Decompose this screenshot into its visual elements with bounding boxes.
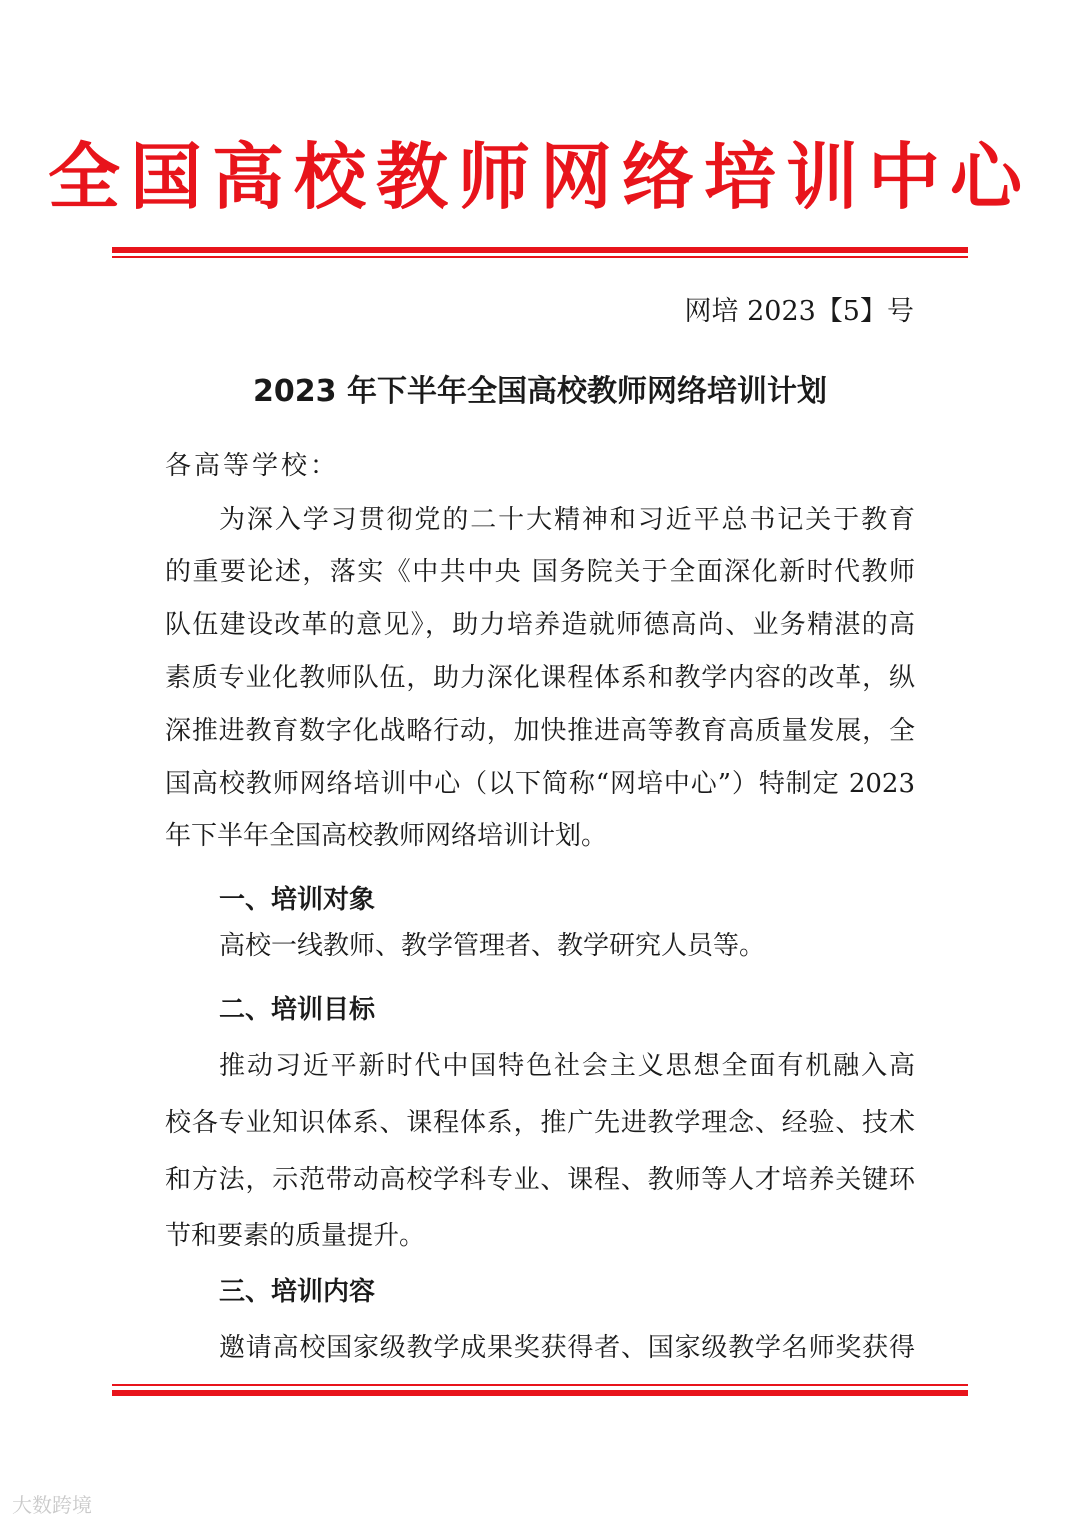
intro-line: 队伍建设改革的意见》，助力培养造就师德高尚、业务精湛的高 [165,610,915,640]
watermark: 大数跨境 [12,1493,92,1517]
document-number: 网培 2023【5】号 [684,296,914,327]
document-title: 2023 年下半年全国高校教师网络培训计划 [253,374,827,409]
intro-line: 素质专业化教师队伍，助力深化课程体系和教学内容的改革，纵 [165,663,915,693]
section-heading-content: 三、培训内容 [219,1277,376,1307]
section-text: 和方法，示范带动高校学科专业、课程、教师等人才培养关键环 [165,1165,915,1195]
intro-line: 为深入学习贯彻党的二十大精神和习近平总书记关于教育 [219,505,915,535]
section-text: 节和要素的质量提升。 [165,1221,426,1251]
org-letterhead-title: 全国高校教师网络培训中心 [47,134,1032,219]
salutation: 各高等学校： [165,451,340,481]
section-text: 高校一线教师、教学管理者、教学研究人员等。 [219,931,766,961]
header-divider-thin [112,256,968,258]
section-heading-trainees: 一、培训对象 [219,885,376,915]
header-divider-thick [112,247,968,253]
section-text: 推动习近平新时代中国特色社会主义思想全面有机融入高 [219,1051,915,1081]
footer-divider-thin [112,1384,968,1386]
section-text: 邀请高校国家级教学成果奖获得者、国家级教学名师奖获得 [219,1333,915,1363]
intro-line: 年下半年全国高校教师网络培训计划。 [165,821,608,851]
section-heading-goals: 二、培训目标 [219,995,376,1025]
footer-divider-thick [112,1390,968,1396]
section-text: 校各专业知识体系、课程体系，推广先进教学理念、经验、技术 [165,1108,915,1138]
intro-line: 深推进教育数字化战略行动，加快推进高等教育高质量发展，全 [165,716,915,746]
intro-line: 的重要论述，落实《中共中央 国务院关于全面深化新时代教师 [165,557,915,587]
intro-line: 国高校教师网络培训中心（以下简称“网培中心”）特制定 2023 [165,769,915,799]
